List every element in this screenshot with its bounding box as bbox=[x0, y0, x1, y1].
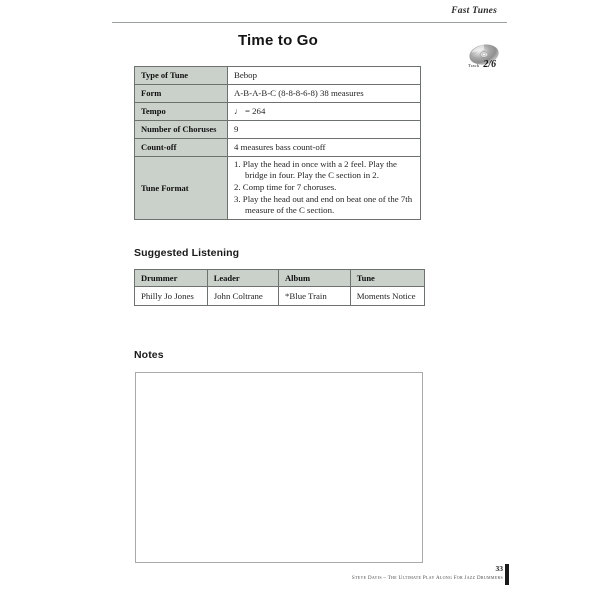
track-badge bbox=[464, 44, 510, 72]
column-header: Leader bbox=[207, 270, 278, 287]
row-label: Tune Format bbox=[135, 157, 228, 220]
cell-leader: John Coltrane bbox=[207, 287, 278, 306]
table-row-tune-format bbox=[135, 157, 421, 220]
table-row bbox=[135, 103, 421, 121]
notes-box bbox=[135, 372, 423, 563]
column-header: Tune bbox=[350, 270, 424, 287]
running-head-section: Fast Tunes bbox=[451, 6, 497, 16]
row-value: Bebop bbox=[228, 67, 421, 85]
cell-drummer: Philly Jo Jones bbox=[135, 287, 208, 306]
tune-info-table bbox=[134, 66, 421, 220]
track-text bbox=[468, 54, 496, 72]
track-label: Track bbox=[468, 63, 480, 68]
row-value: ♩ = 264 bbox=[228, 103, 421, 121]
track-number: 2/6 bbox=[483, 59, 497, 70]
table-row bbox=[135, 121, 421, 139]
row-value-tune-format bbox=[228, 157, 421, 220]
row-label: Form bbox=[135, 85, 228, 103]
tune-format-step: 3. Play the head out and end on beat one of the 7th measure of the C section. bbox=[234, 193, 413, 215]
row-label: Count-off bbox=[135, 139, 228, 157]
tune-format-step: 1. Play the head in once with a 2 feel. Play the bridge in four. Play the C section in 2. bbox=[234, 159, 397, 180]
row-value: 9 bbox=[228, 121, 421, 139]
row-label: Type of Tune bbox=[135, 67, 228, 85]
table-row bbox=[135, 139, 421, 157]
header-rule bbox=[112, 22, 507, 23]
suggested-listening-table bbox=[134, 269, 425, 306]
footer-credit: Steve Davis – The Ultimate Play Along For Jazz Drummers bbox=[351, 576, 503, 581]
page-title: Time to Go bbox=[237, 32, 319, 49]
notes-heading: Notes bbox=[134, 349, 164, 361]
table-row bbox=[135, 67, 421, 85]
listening-header-row bbox=[135, 270, 425, 287]
column-header: Drummer bbox=[135, 270, 208, 287]
table-row bbox=[135, 85, 421, 103]
suggested-listening-heading: Suggested Listening bbox=[134, 247, 240, 259]
tune-format-step: 2. Comp time for 7 choruses. bbox=[234, 181, 337, 192]
cell-album: *Blue Train bbox=[278, 287, 350, 306]
page-number: 33 bbox=[495, 564, 503, 573]
column-header: Album bbox=[278, 270, 350, 287]
listening-data-row bbox=[135, 287, 425, 306]
cell-tune: Moments Notice bbox=[350, 287, 424, 306]
row-value: 4 measures bass count-off bbox=[228, 139, 421, 157]
row-label: Number of Choruses bbox=[135, 121, 228, 139]
row-label: Tempo bbox=[135, 103, 228, 121]
row-value: A-B-A-B-C (8-8-8-6-8) 38 measures bbox=[228, 85, 421, 103]
footer-bar bbox=[505, 564, 509, 585]
